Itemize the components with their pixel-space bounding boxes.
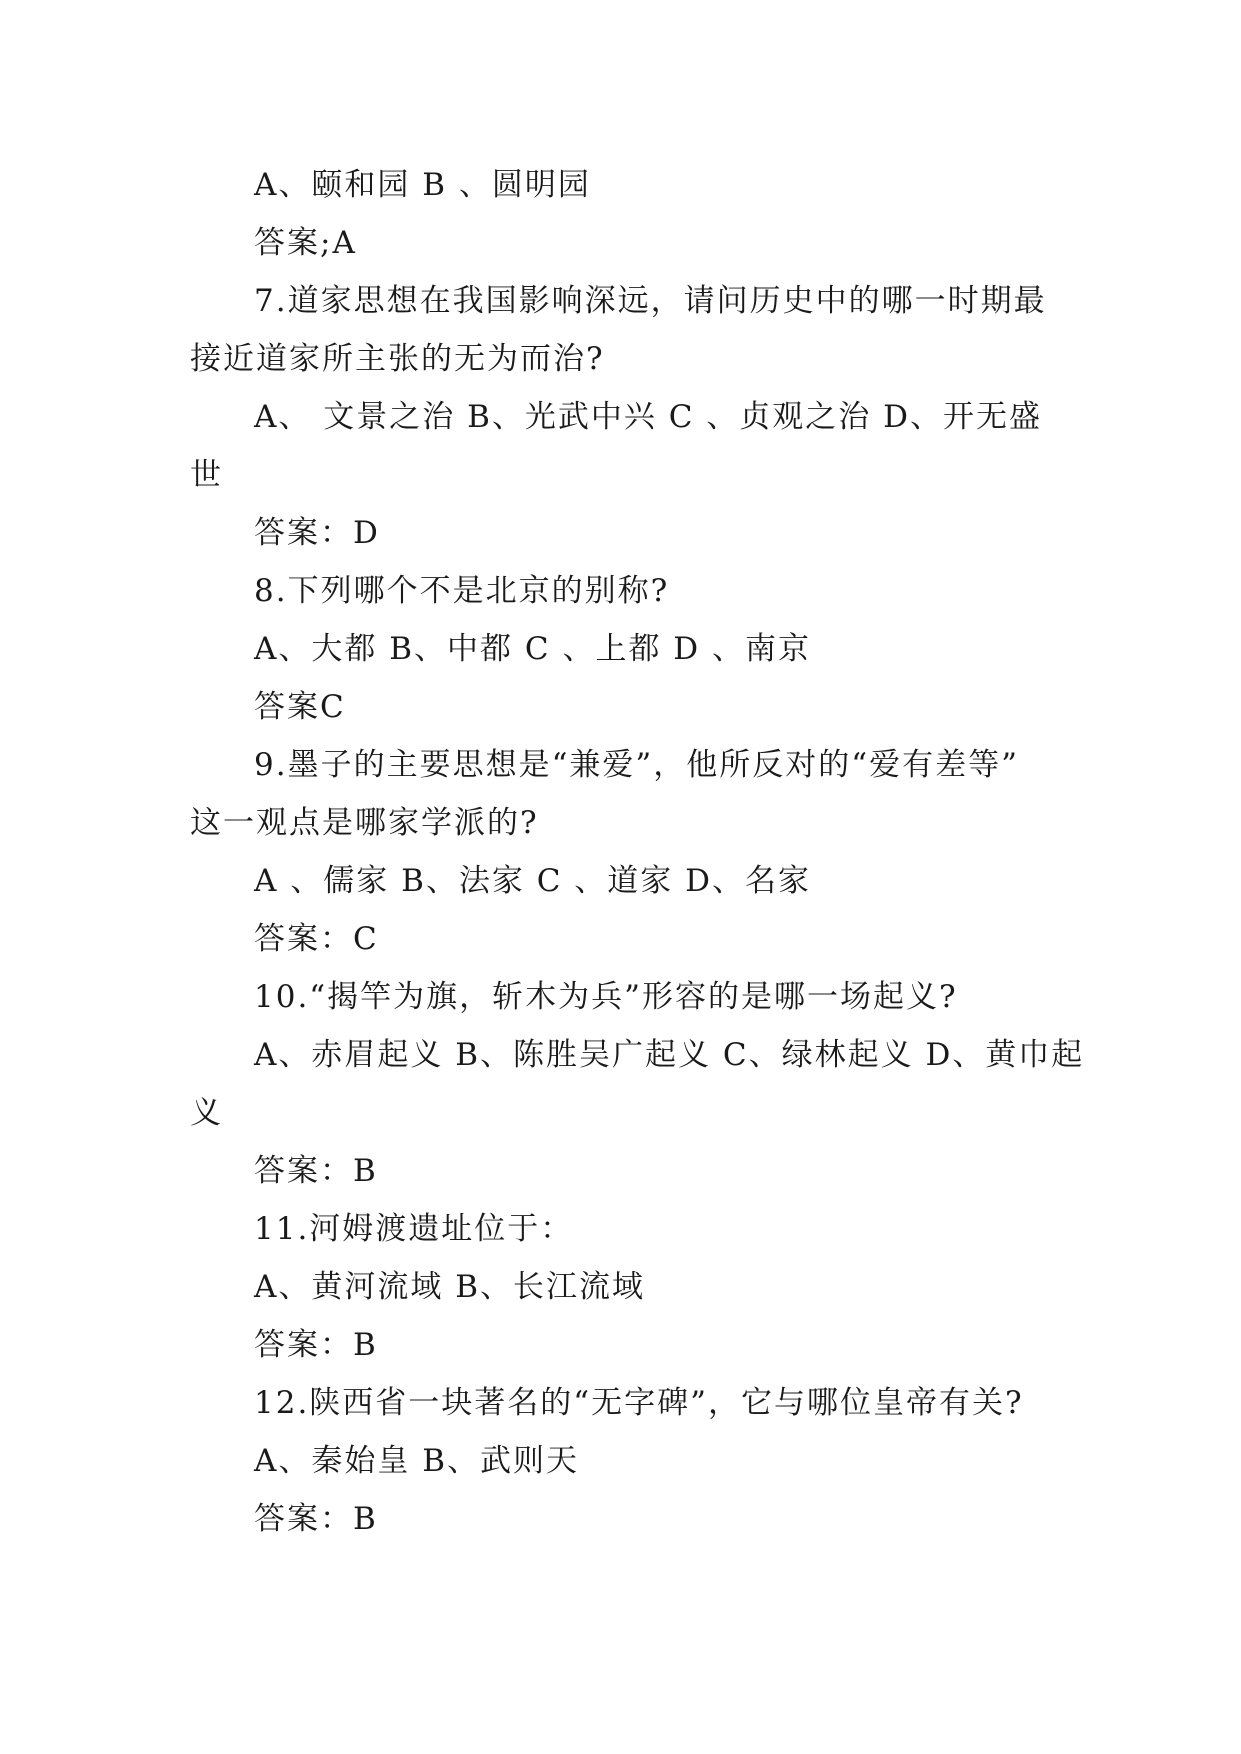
question-9-text: 9.墨子的主要思想是“兼爱”，他所反对的“爱有差等” [254, 747, 1019, 783]
question-7-text-cont: 接近道家所主张的无为而治? [190, 341, 605, 377]
fragment-options: A、颐和园 B 、圆明园 [254, 167, 591, 203]
question-9-text-cont: 这一观点是哪家学派的? [190, 805, 539, 841]
question-10-text: 10.“揭竿为旗，斩木为兵”形容的是哪一场起义? [254, 979, 958, 1015]
question-9-options: A 、儒家 B、法家 C 、道家 D、名家 [254, 863, 812, 899]
question-8-options: A、大都 B、中都 C 、上都 D 、南京 [254, 631, 812, 667]
question-8-text: 8.下列哪个不是北京的别称? [254, 573, 670, 609]
question-11-answer: 答案：B [254, 1327, 378, 1363]
question-8-answer: 答案C [254, 689, 346, 725]
question-10-options: A、赤眉起义 B、陈胜吴广起义 C、绿林起义 D、黄巾起 [254, 1037, 1085, 1073]
question-12-options: A、秦始皇 B、武则天 [254, 1443, 580, 1479]
question-7-options: A、 文景之治 B、光武中兴 C 、贞观之治 D、开无盛 [254, 399, 1043, 435]
question-11-options: A、黄河流域 B、长江流域 [254, 1269, 646, 1305]
question-11-text: 11.河姆渡遗址位于： [254, 1211, 574, 1247]
question-10-answer: 答案：B [254, 1153, 378, 1189]
question-7-options-cont: 世 [190, 457, 223, 493]
question-9-answer: 答案：C [254, 921, 379, 957]
question-7-answer: 答案：D [254, 515, 380, 551]
question-12-answer: 答案：B [254, 1501, 378, 1537]
question-10-options-cont: 义 [190, 1095, 223, 1131]
fragment-answer: 答案;A [254, 225, 357, 261]
question-12-text: 12.陕西省一块著名的“无字碑”，它与哪位皇帝有关? [254, 1385, 1024, 1421]
question-7-text: 7.道家思想在我国影响深远，请问历史中的哪一时期最 [254, 283, 1047, 319]
